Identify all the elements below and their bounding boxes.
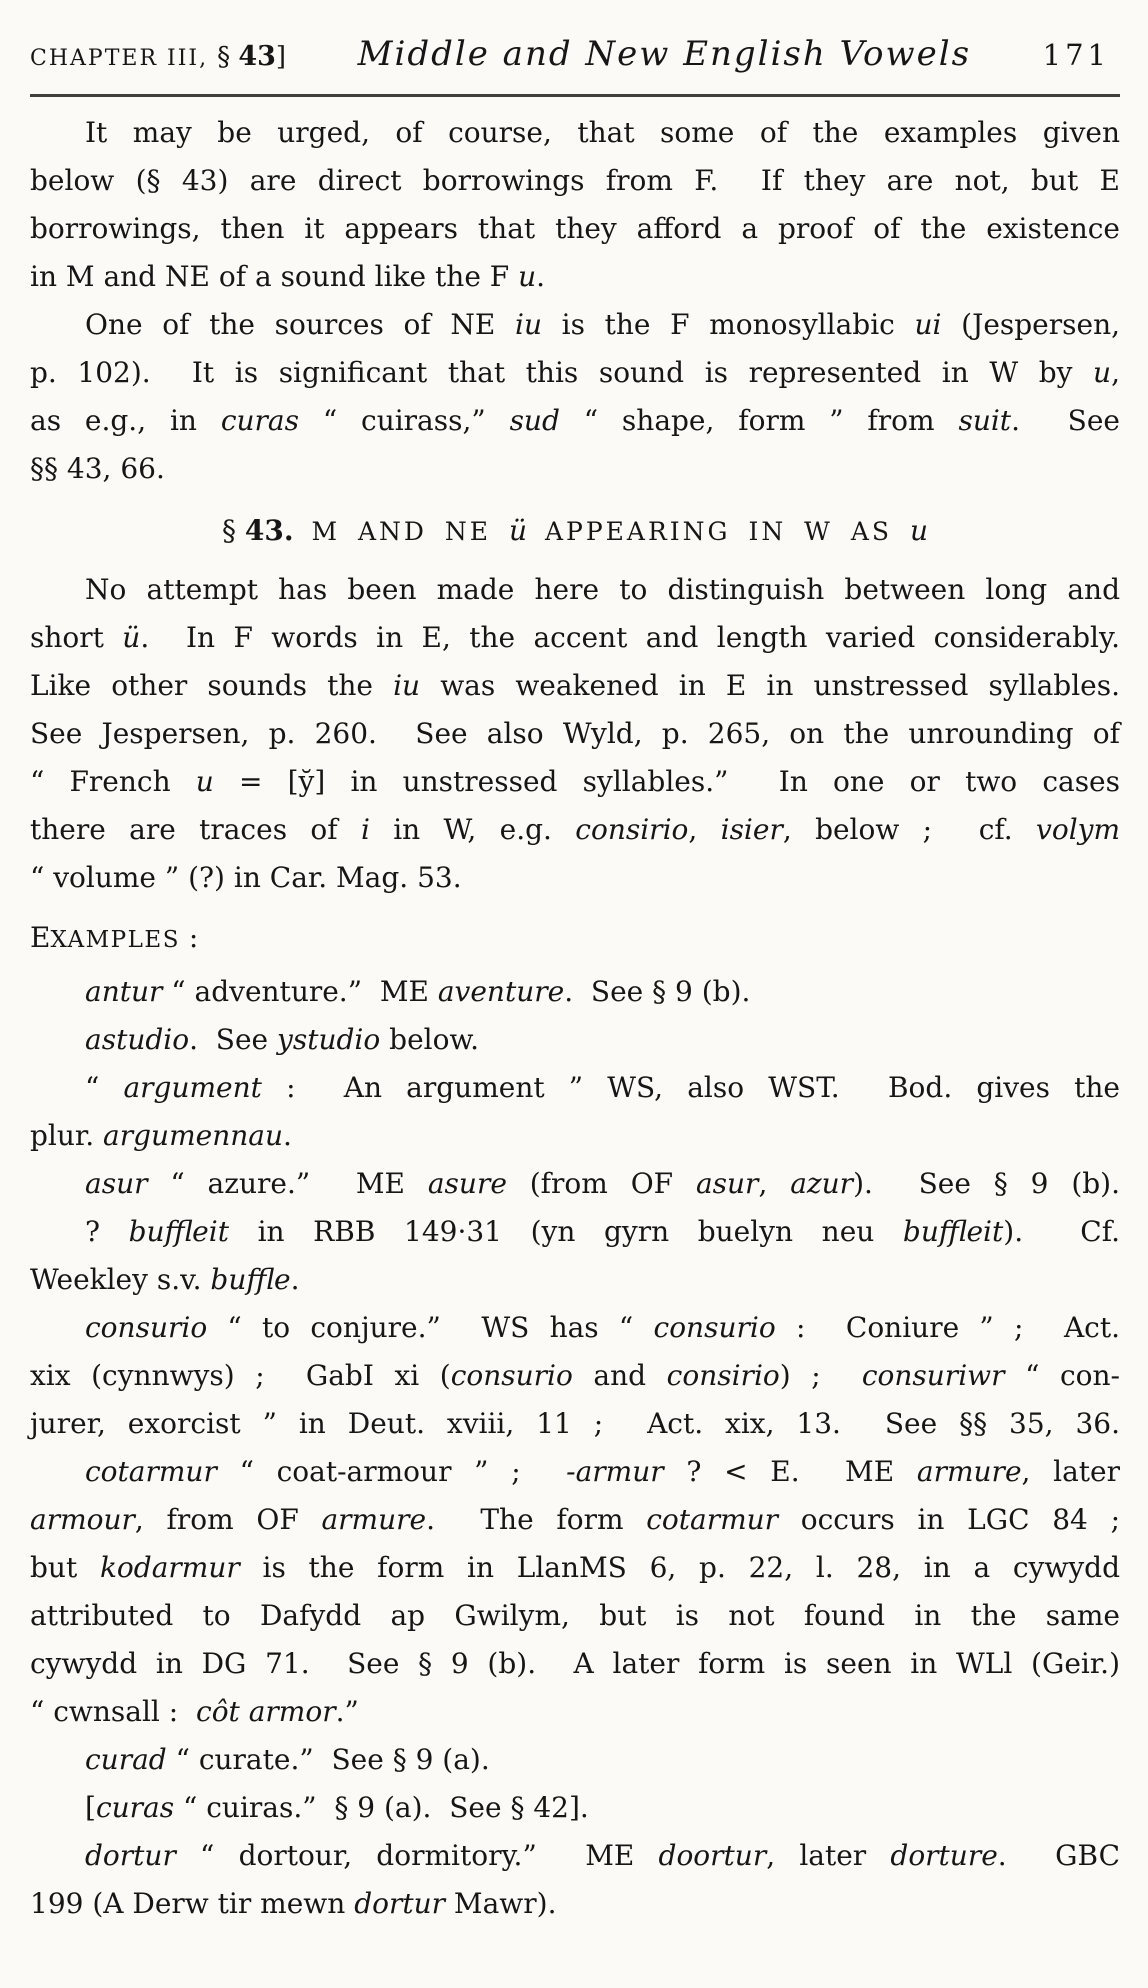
paragraph-intro	[30, 109, 1120, 301]
entry-line: “ argument : An argument ” WS, also WST. Bod. gives the	[85, 1071, 1120, 1104]
entry-curad	[30, 1736, 1120, 1784]
text-line: See Jespersen, p. 260. See also Wyld, p. 265, on the unrounding of	[30, 717, 1120, 750]
paragraph-discussion	[30, 566, 1120, 902]
entry-line: antur “ adventure.” ME aventure. See § 9 (b).	[85, 975, 751, 1008]
entry-line: xix (cynnwys) ; GabI xi (consurio and consirio) ; consuriwr “ con-	[30, 1359, 1120, 1392]
running-header	[30, 34, 1120, 74]
entry-line: cotarmur “ coat-armour ” ; -armur ? < E. ME armure, later	[85, 1455, 1120, 1488]
entry-dortur	[30, 1832, 1120, 1928]
running-title: Middle and New English Vowels	[357, 34, 972, 74]
text-line: It may be urged, of course, that some of the examples given	[85, 116, 1120, 149]
entry-cotarmur	[30, 1448, 1120, 1736]
entry-line: “ cwnsall : côt armor.”	[30, 1695, 359, 1728]
text-line: Like other sounds the iu was weakened in E in unstressed syllables.	[30, 669, 1120, 702]
section-heading: § 43. M AND NE ü APPEARING IN W AS u	[222, 514, 928, 547]
text-line: there are traces of i in W, e.g. consirio, isier, below ; cf. volym	[30, 813, 1121, 846]
chapter-heading: CHAPTER III, § 43]	[30, 41, 287, 72]
text-line: short ü. In F words in E, the accent and length varied considerably.	[30, 621, 1121, 654]
text-line: §§ 43, 66.	[30, 452, 165, 485]
entry-line: Weekley s.v. buffle.	[30, 1263, 300, 1296]
entry-consurio	[30, 1304, 1120, 1448]
text-line: borrowings, then it appears that they afford a proof of the existence	[30, 212, 1120, 245]
entry-line: [curas “ cuiras.” § 9 (a). See § 42].	[85, 1791, 589, 1824]
entry-antur	[30, 968, 1120, 1016]
entry-line: cywydd in DG 71. See § 9 (b). A later form is seen in WLl (Geir.)	[30, 1647, 1120, 1680]
text-line: “ French u = [y̆] in unstressed syllables.” In one or two cases	[30, 765, 1120, 798]
entry-argument	[30, 1064, 1120, 1160]
entry-line: asur “ azure.” ME asure (from OF asur, azur). See § 9 (b).	[85, 1167, 1120, 1200]
entry-line: 199 (A Derw tir mewn dortur Mawr).	[30, 1887, 557, 1920]
entry-line: consurio “ to conjure.” WS has “ consurio : Coniure ” ; Act.	[85, 1311, 1120, 1344]
entry-line: ? buffleit in RBB 149·31 (yn gyrn buelyn neu buffleit). Cf.	[85, 1215, 1120, 1248]
entry-astudio	[30, 1016, 1120, 1064]
text-line: “ volume ” (?) in Car. Mag. 53.	[30, 861, 462, 894]
entry-line: jurer, exorcist ” in Deut. xviii, 11 ; Act. xix, 13. See §§ 35, 36.	[30, 1407, 1120, 1440]
text-line: One of the sources of NE iu is the F monosyllabic ui (Jespersen,	[85, 308, 1121, 341]
header-rule	[30, 94, 1120, 97]
paragraph-sources	[30, 301, 1120, 493]
entry-line: curad “ curate.” See § 9 (a).	[85, 1743, 490, 1776]
text-line: in M and NE of a sound like the F u.	[30, 260, 546, 293]
entry-line: plur. argumennau.	[30, 1119, 292, 1152]
entry-buffleit	[30, 1208, 1120, 1304]
entry-line: attributed to Dafydd ap Gwilym, but is not found in the same	[30, 1599, 1120, 1632]
text-line: No attempt has been made here to distinguish between long and	[85, 573, 1120, 606]
examples-label: EXAMPLES :	[30, 921, 199, 954]
entry-line: but kodarmur is the form in LlanMS 6, p. 22, l. 28, in a cywydd	[30, 1551, 1120, 1584]
entry-line: astudio. See ystudio below.	[85, 1023, 480, 1056]
page-body	[30, 109, 1120, 1928]
text-line: as e.g., in curas “ cuirass,” sud “ shape, form ” from suit. See	[30, 404, 1120, 437]
entry-line: armour, from OF armure. The form cotarmur occurs in LGC 84 ;	[30, 1503, 1121, 1536]
entry-line: dortur “ dortour, dormitory.” ME doortur, later dorture. GBC	[85, 1839, 1120, 1872]
text-line: below (§ 43) are direct borrowings from F. If they are not, but E	[30, 164, 1120, 197]
text-line: p. 102). It is significant that this sound is represented in W by u,	[30, 356, 1120, 389]
entry-curas	[30, 1784, 1120, 1832]
page-number: 171	[1042, 38, 1110, 72]
entry-asur	[30, 1160, 1120, 1208]
